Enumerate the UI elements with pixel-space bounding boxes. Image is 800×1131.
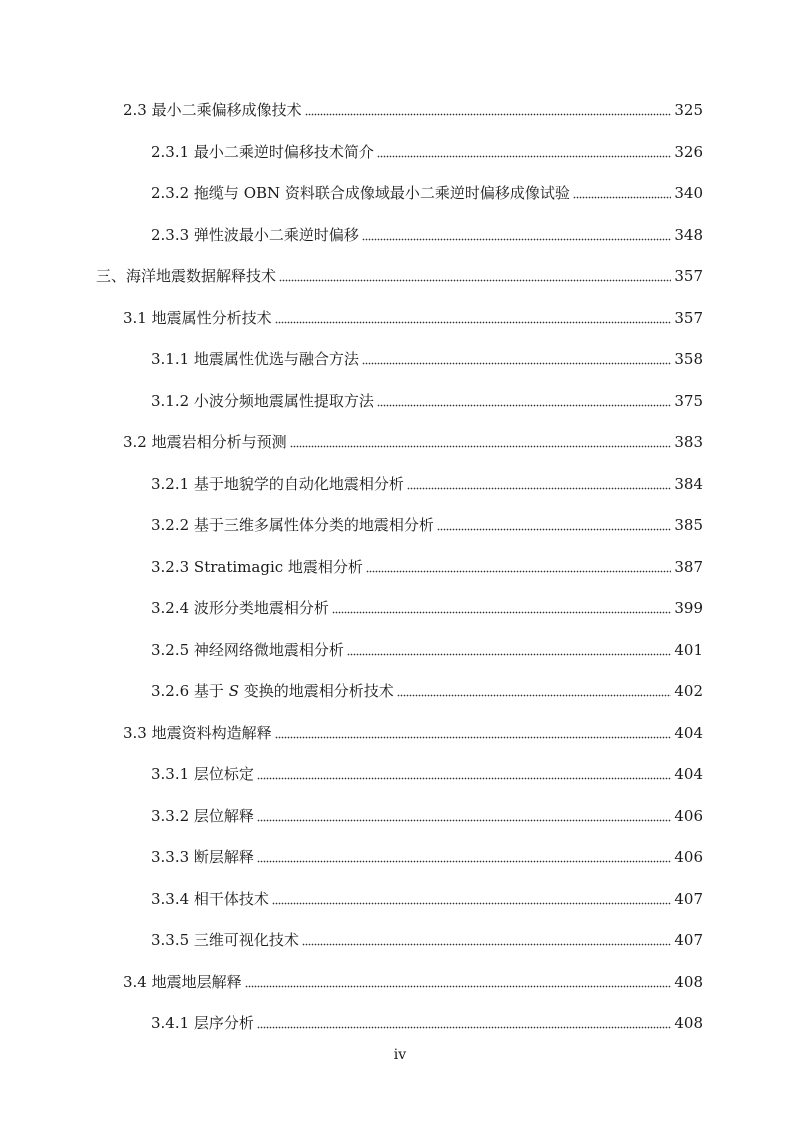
toc-entry[interactable] [151,553,703,577]
toc-entry-title: 3.3.4 相干体技术 [151,890,269,908]
toc-entry-title: 3.2 地震岩相分析与预测 [123,433,287,451]
dot-leader [257,768,671,780]
page-number: iv [393,1047,407,1063]
toc-entry[interactable] [151,760,703,784]
toc-entry-title: 3.3.1 层位标定 [151,765,254,783]
toc-entry[interactable] [151,1009,703,1033]
dot-leader [305,104,672,116]
toc-entry-title: 3.2.2 基于三维多属性体分类的地震相分析 [151,516,434,534]
toc-entry-page: 358 [674,350,703,368]
toc-entry-page: 408 [674,1014,703,1032]
toc-entry[interactable] [151,843,703,867]
toc-entry-page: 387 [674,558,703,576]
toc-entry-title: 3.3.5 三维可视化技术 [151,931,299,949]
toc-entry-page: 375 [674,392,703,410]
dot-leader [397,685,672,697]
dot-leader [272,893,671,905]
dot-leader [279,270,671,282]
dot-leader [332,602,671,614]
dot-leader [573,187,671,199]
dot-leader [407,478,671,490]
toc-entry-page: 408 [674,973,703,991]
toc-entry-title: 3.4 地震地层解释 [123,973,242,991]
toc-entry-title: 2.3.3 弹性波最小二乘逆时偏移 [151,226,359,244]
toc-entry-page: 406 [674,807,703,825]
toc-entry-page: 383 [674,433,703,451]
toc-entry[interactable] [123,719,703,743]
dot-leader [302,934,671,946]
toc-entry[interactable] [96,262,703,286]
toc-entry-title: 3.3 地震资料构造解释 [123,724,272,742]
toc-entry-title: 2.3.2 拖缆与 OBN 资料联合成像域最小二乘逆时偏移成像试验 [151,184,570,202]
dot-leader [362,229,671,241]
toc-entry[interactable] [151,636,703,660]
toc-entry-title: 3.3.3 断层解释 [151,848,254,866]
toc-entry-page: 357 [674,309,703,327]
toc-entry-title: 3.3.2 层位解释 [151,807,254,825]
toc-entry-page: 406 [674,848,703,866]
dot-leader [377,395,671,407]
toc-entry[interactable] [151,470,703,494]
toc-entry-page: 348 [674,226,703,244]
toc-entry[interactable] [123,304,703,328]
toc-entry-title: 3.4.1 层序分析 [151,1014,254,1032]
toc-entry-page: 384 [674,475,703,493]
toc-entry[interactable] [151,387,703,411]
toc-entry-title: 3.2.4 波形分类地震相分析 [151,599,329,617]
toc-entry-page: 401 [674,641,703,659]
toc-entry-page: 402 [674,682,703,700]
toc-entry-page: 404 [674,765,703,783]
toc-entry-title: 2.3 最小二乘偏移成像技术 [123,101,302,119]
toc-entry[interactable] [151,345,703,369]
toc-entry-title: 3.1.1 地震属性优选与融合方法 [151,350,359,368]
toc-entry[interactable] [151,511,703,535]
toc-entry-title: 3.1 地震属性分析技术 [123,309,272,327]
dot-leader [275,312,672,324]
toc-entry[interactable] [151,677,703,701]
dot-leader [377,146,671,158]
toc-entry[interactable] [151,926,703,950]
dot-leader [347,644,671,656]
toc-entry[interactable] [123,428,703,452]
toc-entry[interactable] [151,802,703,826]
toc-entry-page: 404 [674,724,703,742]
toc-entry-title: 3.2.1 基于地貌学的自动化地震相分析 [151,475,404,493]
toc-entry[interactable] [123,968,703,992]
toc-entry-page: 407 [674,931,703,949]
toc-entry-page: 357 [674,267,703,285]
dot-leader [257,1017,671,1029]
dot-leader [437,519,671,531]
toc-entry[interactable] [123,96,703,120]
toc-entry[interactable] [151,594,703,618]
toc-entry-page: 340 [674,184,703,202]
toc-entry-title: 3.1.2 小波分频地震属性提取方法 [151,392,374,410]
toc-entry-page: 407 [674,890,703,908]
toc-entry-page: 325 [674,101,703,119]
toc-entry-title: 3.2.3 Stratimagic 地震相分析 [151,558,363,576]
toc-entry[interactable] [151,885,703,909]
dot-leader [362,353,671,365]
toc-entry-title: 3.2.6 基于 S 变换的地震相分析技术 [151,682,394,700]
dot-leader [275,727,672,739]
dot-leader [366,561,671,573]
toc-entry-title: 2.3.1 最小二乘逆时偏移技术简介 [151,143,374,161]
dot-leader [290,436,672,448]
toc-entry-title: 三、海洋地震数据解释技术 [96,267,277,285]
toc-entry[interactable] [151,221,703,245]
toc-entry-page: 326 [674,143,703,161]
toc-entry[interactable] [151,138,703,162]
dot-leader [245,976,672,988]
toc-entry[interactable] [151,179,703,203]
toc-entry-page: 385 [674,516,703,534]
toc-entry-page: 399 [674,599,703,617]
dot-leader [257,810,671,822]
dot-leader [257,851,671,863]
toc-entry-title: 3.2.5 神经网络微地震相分析 [151,641,344,659]
